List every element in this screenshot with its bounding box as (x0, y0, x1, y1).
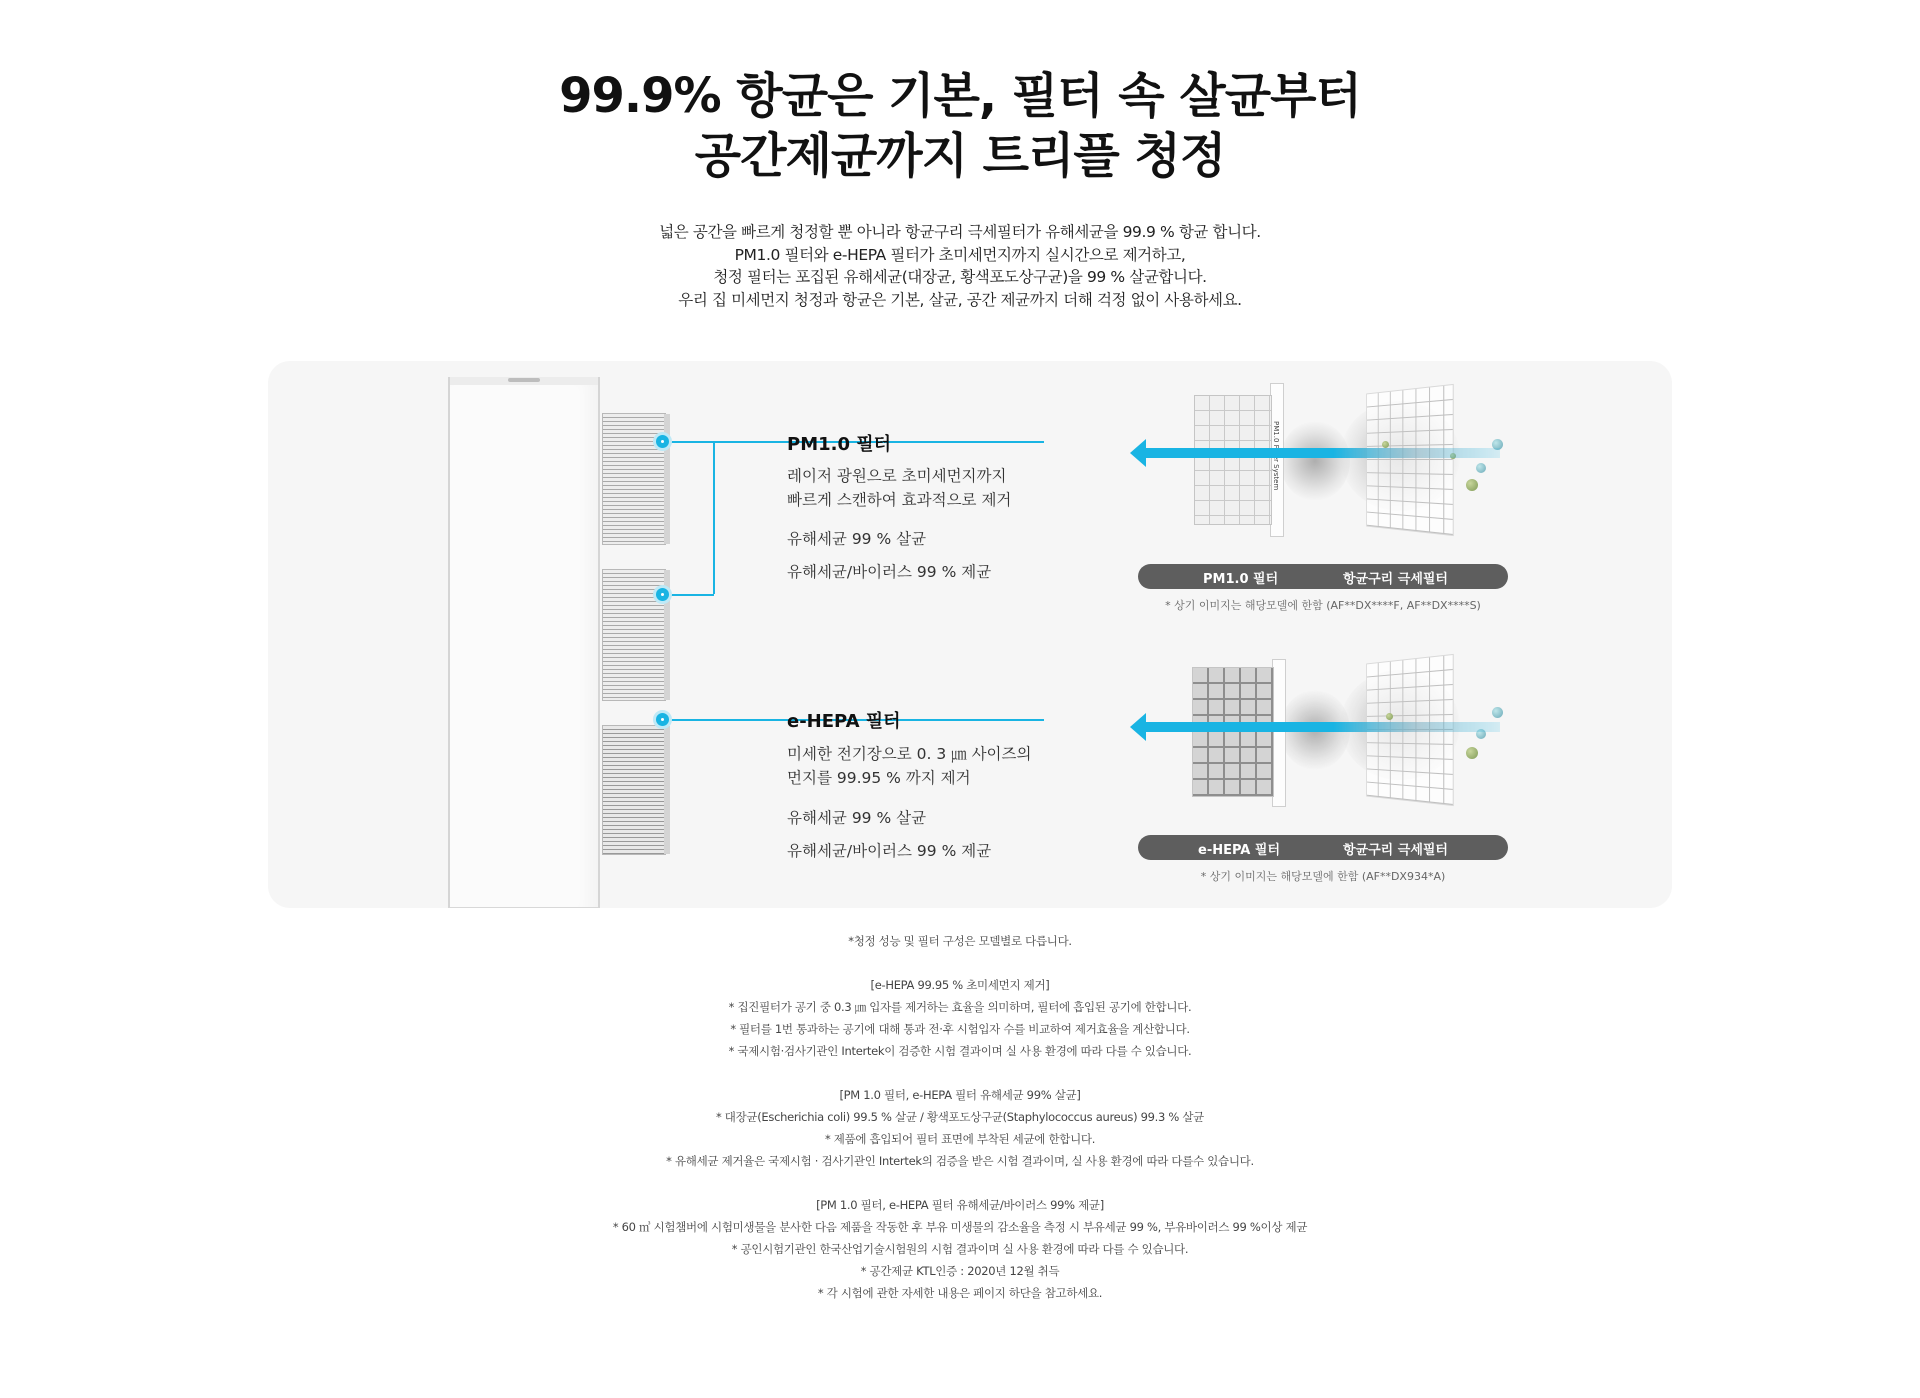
pm10-model-note: * 상기 이미지는 해당모델에 한함 (AF**DX****F, AF**DX****S) (1165, 599, 1481, 612)
label-pm10-filter: PM1.0 필터 (1203, 572, 1279, 587)
connector-dot-icon (653, 710, 672, 729)
ehepa-feature-item-sterilize: 유해세균 99 % 살균 (787, 809, 927, 827)
footnote-line: * 유해세균 제거율은 국제시험 · 검사기관인 Intertek의 검증을 받은 시험 결과이며, 실 사용 환경에 따라 다를수 있습니다. (666, 1154, 1254, 1168)
label-copper-filter: 항균구리 극세필터 (1343, 572, 1448, 587)
footnote-line: [e-HEPA 99.95 % 초미세먼지 제거] (870, 978, 1050, 992)
pm10-feature-item-disinfect: 유해세균/바이러스 99 % 제균 (787, 563, 992, 581)
germ-particle (1466, 479, 1478, 491)
pm10-filter-label-bar (1138, 564, 1508, 589)
pm10-connector-vertical (713, 441, 715, 594)
intro-line: PM1.0 필터와 e-HEPA 필터가 초미세먼지까지 실시간으로 제거하고, (734, 245, 1186, 264)
footnote-line: [PM 1.0 필터, e-HEPA 필터 유해세균/바이러스 99% 제균] (816, 1198, 1104, 1212)
footnote-line: * 집진필터가 공기 중 0.3 ㎛ 입자를 제거하는 효율을 의미하며, 필터에 흡입된 공기에 한합니다. (728, 1000, 1192, 1014)
footnote-line: * 공인시험기관인 한국산업기술시험원의 시험 결과이며 실 사용 환경에 따라 다를 수 있습니다. (731, 1242, 1189, 1256)
label-ehepa-filter: e-HEPA 필터 (1198, 843, 1281, 858)
footnote-line: * 필터를 1번 통과하는 공기에 대해 통과 전·후 시험입자 수를 비교하여 제거효율을 계산합니다. (730, 1022, 1190, 1036)
footnote-line (0, 1172, 1920, 1194)
footnote-line: * 60 ㎥ 시험챔버에 시험미생물을 분사한 다음 제품을 작동한 후 부유 미생물의 감소율을 측정 시 부유세균 99 %, 부유바이러스 99 %이상 제균 (612, 1220, 1308, 1234)
ehepa-feature-desc-2: 먼지를 99.95 % 까지 제거 (787, 769, 971, 787)
headline-line-2: 공간제균까지 트리플 청정 (694, 128, 1226, 184)
pm10-feature-desc-2: 빠르게 스캔하여 효과적으로 제거 (787, 491, 1012, 509)
footnote-line: * 공간제균 KTL인증 : 2020년 12월 취득 (860, 1264, 1060, 1278)
pm10-filter-illustration (1130, 381, 1530, 531)
page-title (0, 66, 1920, 186)
ehepa-filter-illustration (1130, 655, 1530, 805)
filter-feature-panel (268, 361, 1672, 908)
headline-line-1: 99.9% 항균은 기본, 필터 속 살균부터 (559, 68, 1361, 124)
footnotes (0, 930, 1920, 1304)
pm10-feature-title: PM1.0 필터 (787, 434, 892, 455)
intro-line: 청정 필터는 포집된 유해세균(대장균, 황색포도상구균)을 99 % 살균합니다. (713, 268, 1207, 286)
intro-line: 넓은 공간을 빠르게 청정할 뿐 아니라 항균구리 극세필터가 유해세균을 99.9 % 항균 합니다. (659, 223, 1261, 241)
ehepa-filter-cartridge (602, 725, 666, 855)
ehepa-feature-desc-1: 미세한 전기장으로 0. 3 ㎛ 사이즈의 (787, 745, 1032, 763)
footnote-line: * 국제시험·검사기관인 Intertek이 검증한 시험 결과이며 실 사용 환경에 따라 다를 수 있습니다. (728, 1044, 1192, 1058)
ehepa-model-note: * 상기 이미지는 해당모델에 한함 (AF**DX934*A) (1200, 870, 1446, 883)
footnote-line: * 각 시험에 관한 자세한 내용은 페이지 하단을 참고하세요. (817, 1286, 1103, 1300)
airflow-arrow-icon (1130, 713, 1530, 743)
footnote-line: *청정 성능 및 필터 구성은 모델별로 다릅니다. (848, 934, 1072, 948)
pm10-feature-item-sterilize: 유해세균 99 % 살균 (787, 530, 927, 548)
label-copper-filter: 항균구리 극세필터 (1343, 843, 1448, 858)
ehepa-feature-title: e-HEPA 필터 (787, 711, 901, 732)
air-purifier-image (448, 377, 600, 908)
footnote-line (0, 1062, 1920, 1084)
footnote-line: [PM 1.0 필터, e-HEPA 필터 유해세균 99% 살균] (839, 1088, 1081, 1102)
pm10-feature-desc-1: 레이저 광원으로 초미세먼지까지 (787, 467, 1007, 485)
connector-dot-icon (653, 432, 672, 451)
unit-base-line (450, 907, 598, 908)
intro-text (0, 221, 1920, 311)
connector-dot-icon (653, 585, 672, 604)
unit-top-button (508, 378, 540, 382)
germ-particle (1466, 747, 1478, 759)
footnote-line: * 제품에 흡입되어 필터 표면에 부착된 세균에 한합니다. (824, 1132, 1096, 1146)
ehepa-filter-label-bar (1138, 835, 1508, 860)
ehepa-feature-item-disinfect: 유해세균/바이러스 99 % 제균 (787, 842, 992, 860)
airflow-arrow-icon (1130, 439, 1530, 469)
footnote-line (0, 952, 1920, 974)
footnote-line: * 대장균(Escherichia coli) 99.5 % 살균 / 황색포도상구균(Staphylococcus aureus) 99.3 % 살균 (716, 1110, 1204, 1124)
intro-line: 우리 집 미세먼지 청정과 항균은 기본, 살균, 공간 제균까지 더해 걱정 없이 사용하세요. (678, 290, 1242, 309)
